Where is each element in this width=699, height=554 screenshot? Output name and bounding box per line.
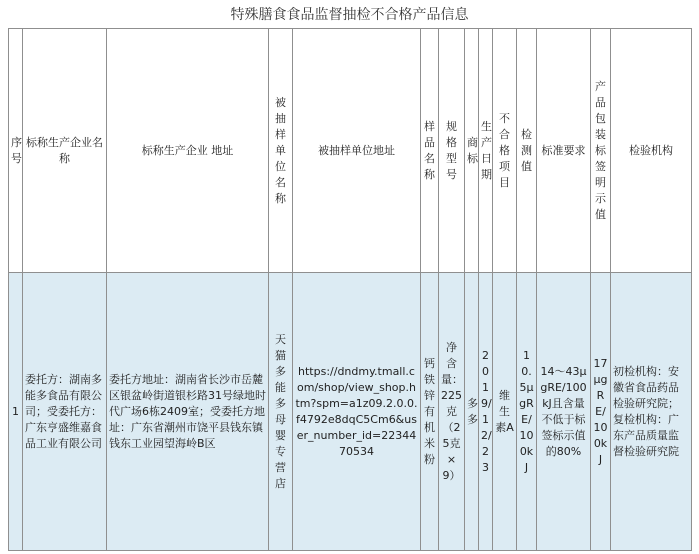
header-index: 序号 — [9, 29, 23, 273]
header-sample-name: 样品名称 — [421, 29, 439, 273]
header-company-name: 标称生产企业名称 — [23, 29, 107, 273]
cell-sampled-address: https://dndmy.tmall.com/shop/view_shop.htm?spm=a1z09.2.0.0.f4792e8dqC5Cm6&user_number_id=2234470534 — [293, 273, 421, 551]
cell-standard: 14～43μgRE/100kJ且含量不低于标签标示值的80% — [537, 273, 591, 551]
header-test-value: 检测值 — [517, 29, 537, 273]
cell-label-value: 17μgRE/100kJ — [591, 273, 611, 551]
cell-spec: 净含量：225克（25克×9） — [439, 273, 465, 551]
header-brand: 商标 — [465, 29, 479, 273]
cell-failed-item: 维生素A — [493, 273, 517, 551]
product-table — [8, 28, 692, 551]
cell-agency: 初检机构：安徽省食品药品检验研究院；复检机构：广东产品质量监督检验研究院 — [611, 273, 692, 551]
header-agency: 检验机构 — [611, 29, 692, 273]
cell-production-date: 2019/12/23 — [479, 273, 493, 551]
header-failed-item: 不合格项目 — [493, 29, 517, 273]
cell-sampled-unit: 天猫多能多母婴专营店 — [269, 273, 293, 551]
cell-sample-name: 钙铁锌有机米粉 — [421, 273, 439, 551]
header-standard: 标准要求 — [537, 29, 591, 273]
header-sampled-address: 被抽样单位地址 — [293, 29, 421, 273]
header-spec: 规格型号 — [439, 29, 465, 273]
cell-company-address: 委托方地址：湖南省长沙市岳麓区银盆岭街道银杉路31号绿地时代广场6栋2409室；受委托方地址：广东省潮州市饶平县钱东镇钱东工业园望海岭B区 — [107, 273, 269, 551]
header-company-address: 标称生产企业 地址 — [107, 29, 269, 273]
page-title: 特殊膳食食品监督抽检不合格产品信息 — [230, 7, 469, 23]
header-sampled-unit: 被抽样单位名称 — [269, 29, 293, 273]
cell-brand: 多多 — [465, 273, 479, 551]
cell-company-name: 委托方：湖南多能多食品有限公司；受委托方：广东亨盛维嘉食品工业有限公司 — [23, 273, 107, 551]
cell-index: 1 — [9, 273, 23, 551]
table-row — [9, 273, 692, 551]
header-production-date: 生产日期 — [479, 29, 493, 273]
cell-test-value: 10.5μgRE/100kJ — [517, 273, 537, 551]
table-header-row — [9, 29, 692, 273]
header-label-value: 产品包装标签明示值 — [591, 29, 611, 273]
